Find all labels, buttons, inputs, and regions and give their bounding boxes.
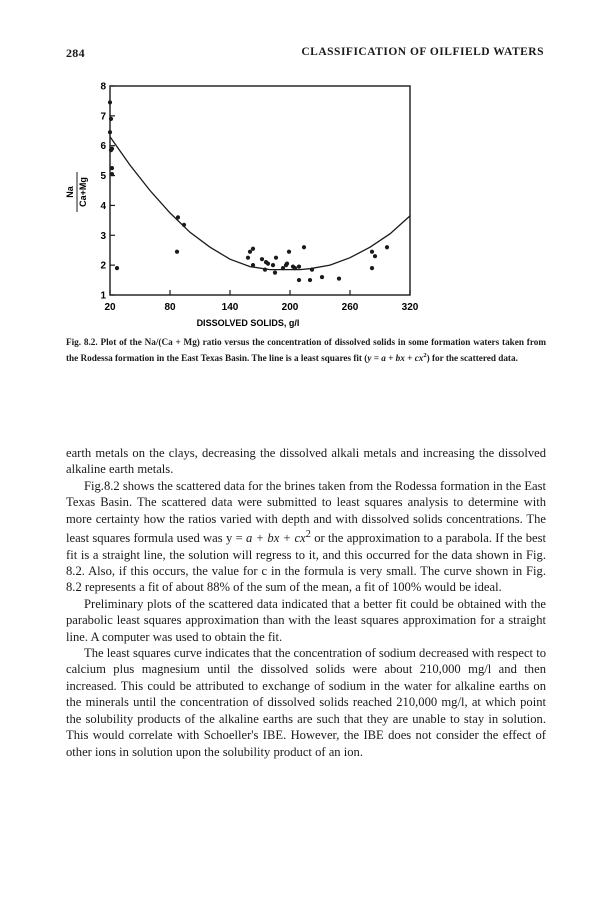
data-point — [370, 266, 374, 270]
data-point — [310, 268, 314, 272]
data-point — [274, 256, 278, 260]
data-point — [115, 266, 119, 270]
data-point — [182, 223, 186, 227]
data-point — [271, 263, 275, 267]
x-tick-label: 320 — [401, 302, 419, 313]
data-point — [293, 266, 297, 270]
data-point — [175, 250, 179, 254]
data-point — [297, 265, 301, 269]
body-text — [66, 445, 546, 760]
caption-formula: y = a + bx + cx — [367, 353, 424, 364]
caption-text-1: Plot of the Na/(Ca + Mg) ratio versus the concentration of dissolved solids in some formation waters taken from the Rodessa formation in the East Texas Basin. The line is a least squares fit ( — [66, 337, 546, 364]
data-point — [302, 245, 306, 249]
y-tick-label: 7 — [100, 111, 106, 123]
fit-curve-line — [110, 137, 410, 270]
figure-caption — [66, 336, 546, 365]
x-tick-label: 140 — [221, 302, 239, 313]
data-point — [109, 117, 113, 121]
paragraph-2-part-a: Fig.8.2 shows the scattered data for the brines taken from the Rodessa formation in the East Texas Basin. The scattered data were submitted to least squares analysis to determine with more certainty how the ratios varied with depth and with dissolved solids concentrations. The least squares formula used was y = — [66, 478, 547, 546]
paragraph-2-exponent: 2 — [305, 529, 311, 541]
y-tick-label: 1 — [100, 290, 106, 302]
x-axis-ticks — [104, 290, 418, 313]
paragraph-3: Preliminary plots of the scattered data indicated that a better fit could be obtained with the parabolic least squares approximation than with the least squares approximation for a straight line. A computer was used to obtain the fit. — [66, 596, 546, 644]
y-tick-label: 2 — [100, 260, 106, 272]
y-axis-label — [65, 172, 88, 212]
data-point — [266, 262, 270, 266]
y-tick-label: 4 — [100, 200, 106, 212]
y-tick-label: 3 — [100, 230, 106, 242]
caption-text-2: ) for the scattered data. — [426, 353, 518, 364]
data-point — [263, 268, 267, 272]
caption-label: Fig. 8.2. — [66, 337, 98, 347]
y-tick-label: 8 — [100, 81, 106, 93]
paragraph-2 — [66, 478, 546, 596]
data-point — [370, 250, 374, 254]
data-point — [308, 278, 312, 282]
y-label-denominator: Ca+Mg — [78, 177, 88, 207]
data-point — [110, 147, 114, 151]
data-point — [297, 278, 301, 282]
data-point — [246, 256, 250, 260]
data-point — [108, 100, 112, 104]
data-point — [273, 271, 277, 275]
data-point — [110, 166, 114, 170]
data-point — [251, 247, 255, 251]
x-tick-label: 260 — [341, 302, 359, 313]
data-point — [251, 263, 255, 267]
data-point — [285, 262, 289, 266]
fit-curve-layer — [110, 137, 410, 270]
y-tick-label: 5 — [100, 171, 106, 183]
data-point — [260, 257, 264, 261]
data-point — [385, 245, 389, 249]
data-point — [248, 250, 252, 254]
data-point — [337, 276, 341, 280]
paragraph-4: The least squares curve indicates that the concentration of sodium decreased with respect to calcium plus magnesium until the dissolved solids were about 210,000 mg/l and then increased. This could be attributed to exchange of sodium in the water for alkaline earths on the minerals until the concentration of dissolved solids reached 210,000 mg/l, at which point the solubility products of the alkaline earths are such that they are unable to stay in solution. This would correlate with Schoeller's IBE. However, the IBE does not consider the effect of other ions in solution upon the solubility product of an ion. — [66, 646, 546, 759]
paragraph-1: earth metals on the clays, decreasing the dissolved alkali metals and increasing the dissolved alkaline earth metals. — [66, 446, 546, 477]
running-head: CLASSIFICATION OF OILFIELD WATERS — [301, 46, 544, 58]
y-tick-label: 6 — [100, 141, 106, 153]
data-point — [108, 130, 112, 134]
plot-frame — [110, 86, 410, 295]
paragraph-2-part-b: or the approximation to a parabola. If the best fit is a straight line, the solution will regress to it, and this occurred for the data shown in Fig. 8.2. Also, if this occurs, the value for c in the formula is very small. The curve shown in Fig. 8.2 represents a fit of about 88% of the sum of the mean, a fit of 100% would be ideal. — [66, 531, 546, 595]
page-number: 284 — [66, 46, 85, 60]
scatter-chart — [0, 0, 615, 340]
data-point — [281, 266, 285, 270]
y-axis-ticks — [100, 82, 115, 302]
data-point — [176, 215, 180, 219]
x-tick-label: 80 — [164, 302, 176, 313]
x-tick-label: 20 — [104, 302, 116, 313]
data-point — [110, 172, 114, 176]
x-tick-label: 200 — [281, 302, 299, 313]
data-point — [373, 254, 377, 258]
data-point — [287, 250, 291, 254]
paragraph-2-formula: a + bx + cx — [246, 531, 306, 546]
caption-formula-exponent: 2 — [423, 352, 427, 359]
y-label-numerator: Na — [65, 186, 75, 198]
data-point — [320, 275, 324, 279]
x-axis-label: DISSOLVED SOLIDS, g/l — [196, 318, 300, 328]
